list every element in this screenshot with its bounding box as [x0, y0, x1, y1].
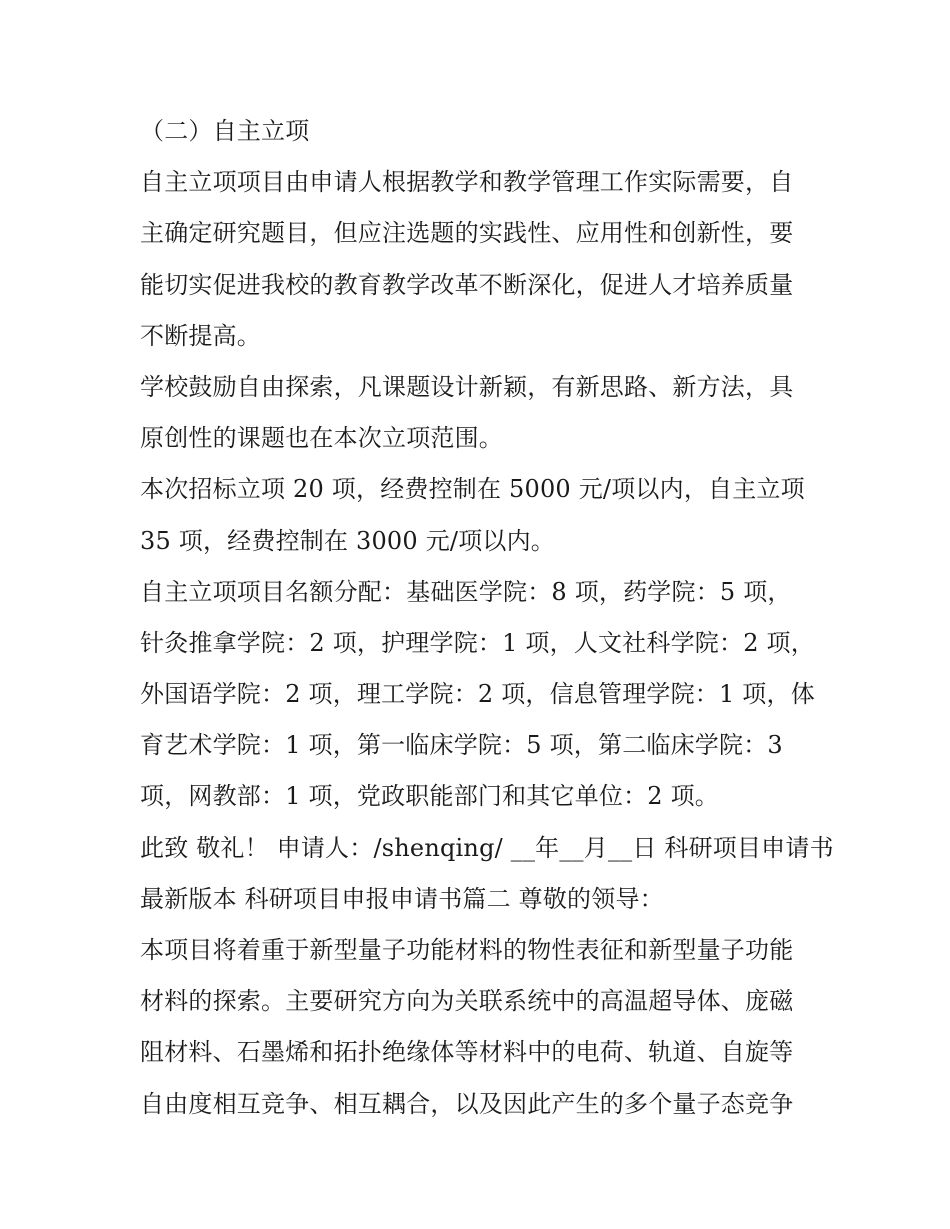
text-line: 最新版本 科研项目申报申请书篇二 尊敬的领导：	[140, 884, 664, 913]
text-line: 能切实促进我校的教育教学改革不断深化，促进人才培养质量	[140, 270, 794, 299]
text-line: 自主立项项目由申请人根据教学和教学管理工作实际需要，自	[140, 168, 794, 197]
text-line: 阻材料、石墨烯和拓扑绝缘体等材料中的电荷、轨道、自旋等	[140, 1038, 794, 1067]
text-line: 自主立项项目名额分配：基础医学院：8 项，药学院：5 项，	[140, 577, 792, 606]
text-line: 外国语学院：2 项，理工学院：2 项，信息管理学院：1 项，体	[140, 680, 815, 709]
text-line: 此致 敬礼！ 申请人：/shenqing/ __年__月__日 科研项目申请书	[140, 833, 834, 862]
text-line: 本次招标立项 20 项，经费控制在 5000 元/项以内，自主立项	[140, 475, 805, 504]
text-line: 育艺术学院：1 项，第一临床学院：5 项，第二临床学院：3	[140, 731, 783, 760]
text-line: 原创性的课题也在本次立项范围。	[140, 424, 503, 453]
text-line: 项，网教部：1 项，党政职能部门和其它单位：2 项。	[140, 782, 719, 811]
text-line: 35 项，经费控制在 3000 元/项以内。	[140, 526, 555, 555]
text-line: 针灸推拿学院：2 项，护理学院：1 项，人文社科学院：2 项，	[140, 628, 815, 657]
text-line: 自由度相互竞争、相互耦合，以及因此产生的多个量子态竞争	[140, 1089, 794, 1118]
text-line: 本项目将着重于新型量子功能材料的物性表征和新型量子功能	[140, 936, 794, 964]
text-line: 不断提高。	[140, 321, 261, 350]
section-heading: （二）自主立项	[140, 117, 310, 145]
text-line: 主确定研究题目，但应注选题的实践性、应用性和创新性，要	[140, 219, 794, 248]
document-page	[140, 106, 834, 1130]
text-line: 材料的探索。主要研究方向为关联系统中的高温超导体、庞磁	[140, 987, 794, 1016]
text-line: 学校鼓励自由探索，凡课题设计新颖，有新思路、新方法，具	[140, 372, 794, 401]
